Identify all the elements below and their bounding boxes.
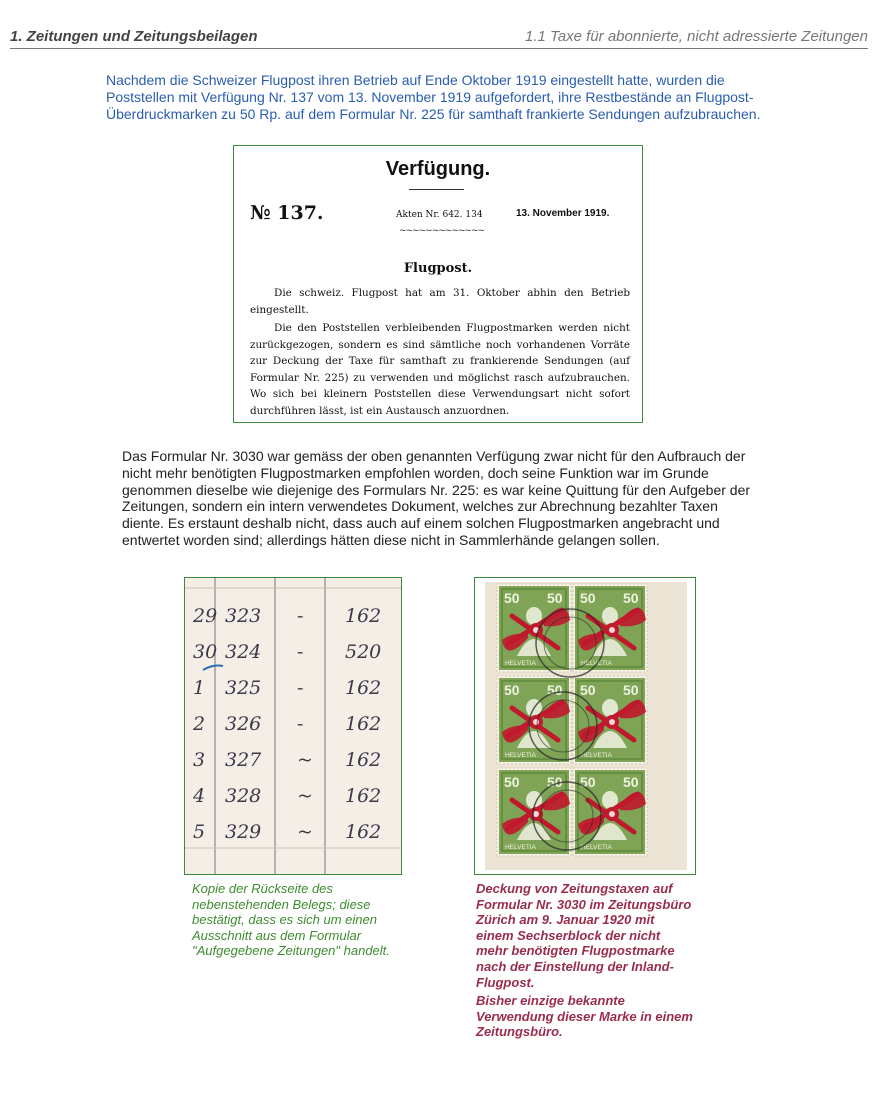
stamp-country: HELVETIA: [581, 660, 612, 667]
stamp-caption: [476, 881, 694, 1043]
ledger-number: 327: [225, 749, 262, 771]
ledger-mark: ~: [297, 785, 313, 807]
stamp-caption-main: Deckung von Zeitungstaxen auf Formular Nr. 3030 im Zeitungsbüro Zürich am 9. Januar 1920 mit einem Sechserblock der nicht mehr benötigten Flugpostmarke nach der Einstellung der Inland-Flugpost.: [476, 881, 692, 990]
stamp-country: HELVETIA: [505, 844, 536, 851]
ledger-mark: -: [297, 605, 304, 627]
ledger-day: 5: [193, 821, 206, 843]
ledger-mark: -: [297, 641, 304, 663]
ornament-divider: ~~~~~~~~~~~~~: [399, 226, 485, 236]
verfuegung-date: 13. November 1919.: [516, 208, 610, 219]
stamp-block-image: [474, 577, 696, 875]
verfuegung-paragraph-1: Die schweiz. Flugpost hat am 31. Oktober abhin den Betrieb eingestellt.: [250, 287, 630, 316]
ledger-mark: -: [297, 713, 304, 735]
ledger-day: 2: [193, 713, 206, 735]
stamp-country: HELVETIA: [581, 844, 612, 851]
stamp-value: 50: [547, 774, 563, 790]
body-paragraph: Das Formular Nr. 3030 war gemäss der oben genannten Verfügung zwar nicht für den Aufbrauch der nicht mehr benötigten Flugpostmarken empfohlen worden, doch seine Funktion war im Grunde genommen dieselbe wie diejenige des Formulars Nr. 225: es war keine Quittung für den Aufgeber der Zeitungen, sondern ein intern verwendetes Dokument, welches zur Abrechnung bezahlter Taxen diente. Es erstaunt deshalb nicht, dass auch auf einem solchen Flugpostmarken angebracht und entwertet worden sind; allerdings hätten diese nicht in Sammlerhände gelangen sollen.: [122, 448, 751, 548]
verfuegung-number: № 137.: [250, 202, 324, 224]
ledger-number: 326: [225, 713, 262, 735]
verfuegung-title: Verfügung.: [385, 158, 491, 180]
ledger-number: 328: [225, 785, 262, 807]
ledger-image: [184, 577, 402, 875]
ledger-amount: 162: [345, 785, 382, 807]
intro-paragraph: Nachdem die Schweizer Flugpost ihren Betrieb auf Ende Oktober 1919 eingestellt hatte, wurden die Poststellen mit Verfügung Nr. 137 vom 13. November 1919 aufgefordert, ihre Restbestände an Flugpost-Überdruckmarken zu 50 Rp. auf dem Formular Nr. 225 für samthaft frankierte Sendungen aufzubrauchen.: [106, 72, 761, 122]
stamp: [573, 584, 647, 672]
stamp-value: 50: [504, 774, 520, 790]
stamp-value: 50: [580, 590, 596, 606]
stamp-value: 50: [580, 774, 596, 790]
ledger-day: 3: [193, 749, 206, 771]
section-title: 1.1 Taxe für abonnierte, nicht adressierte Zeitungen: [525, 28, 868, 45]
stamp: [497, 768, 571, 856]
stamp-country: HELVETIA: [505, 752, 536, 759]
ledger-amount: 162: [345, 713, 382, 735]
ledger-caption: Kopie der Rückseite des nebenstehenden Belegs; diese bestätigt, dass es sich um einen Ausschnitt aus dem Formular "Aufgegebene Zeitungen" handelt.: [192, 881, 390, 959]
stamp: [573, 768, 647, 856]
ledger-number: 329: [225, 821, 262, 843]
ledger-amount: 520: [345, 641, 382, 663]
ledger-mark: ~: [297, 821, 313, 843]
page-header: [10, 26, 868, 49]
stamp-value: 50: [504, 590, 520, 606]
stamp-value: 50: [547, 682, 563, 698]
stamp-country: HELVETIA: [581, 752, 612, 759]
verfuegung-akten: Akten Nr. 642. 134: [396, 210, 483, 220]
stamp-value: 50: [547, 590, 563, 606]
verfuegung-subtitle: Flugpost.: [403, 261, 473, 276]
stamp-value: 50: [623, 774, 639, 790]
ledger-number: 324: [225, 641, 262, 663]
ledger-day: 1: [193, 677, 206, 699]
ledger-number: 325: [225, 677, 262, 699]
divider: [409, 189, 464, 190]
stamp-block-drawing: [475, 578, 695, 874]
ledger-day: 29: [193, 605, 218, 627]
ledger-day: 4: [193, 785, 206, 807]
ledger-amount: 162: [345, 605, 382, 627]
stamp-value: 50: [623, 590, 639, 606]
stamp: [497, 676, 571, 764]
stamp-caption-note: Bisher einzige bekannte Verwendung dieser Marke in einem Zeitungsbüro.: [476, 993, 693, 1040]
ledger-day: 30: [193, 641, 218, 663]
verfuegung-document: [233, 145, 643, 423]
stamp-value: 50: [504, 682, 520, 698]
ledger-mark: -: [297, 677, 304, 699]
ledger-mark: ~: [297, 749, 313, 771]
stamp-value: 50: [623, 682, 639, 698]
ledger-amount: 162: [345, 749, 382, 771]
stamp: [497, 584, 571, 672]
ledger-amount: 162: [345, 677, 382, 699]
verfuegung-paragraph-2: Die den Poststellen verbleibenden Flugpostmarken werden nicht zurückgezogen, sondern es sind sämtliche noch vorhandenen Vorräte zur Deckung der Taxe für samthaft zu frankierende Sendungen (auf Formular Nr. 225) zu verwenden und möglichst rasch aufzubrauchen. Wo sich bei kleinern Poststellen diese Verwendungsart nicht sofort durchführen lässt, ist ein Austausch anzuordnen.: [250, 322, 630, 417]
chapter-title: 1. Zeitungen und Zeitungsbeilagen: [10, 28, 258, 45]
stamp-value: 50: [580, 682, 596, 698]
stamp-country: HELVETIA: [505, 660, 536, 667]
ledger-number: 323: [225, 605, 262, 627]
ledger-amount: 162: [345, 821, 382, 843]
stamp: [573, 676, 647, 764]
ledger-drawing: [185, 578, 401, 874]
